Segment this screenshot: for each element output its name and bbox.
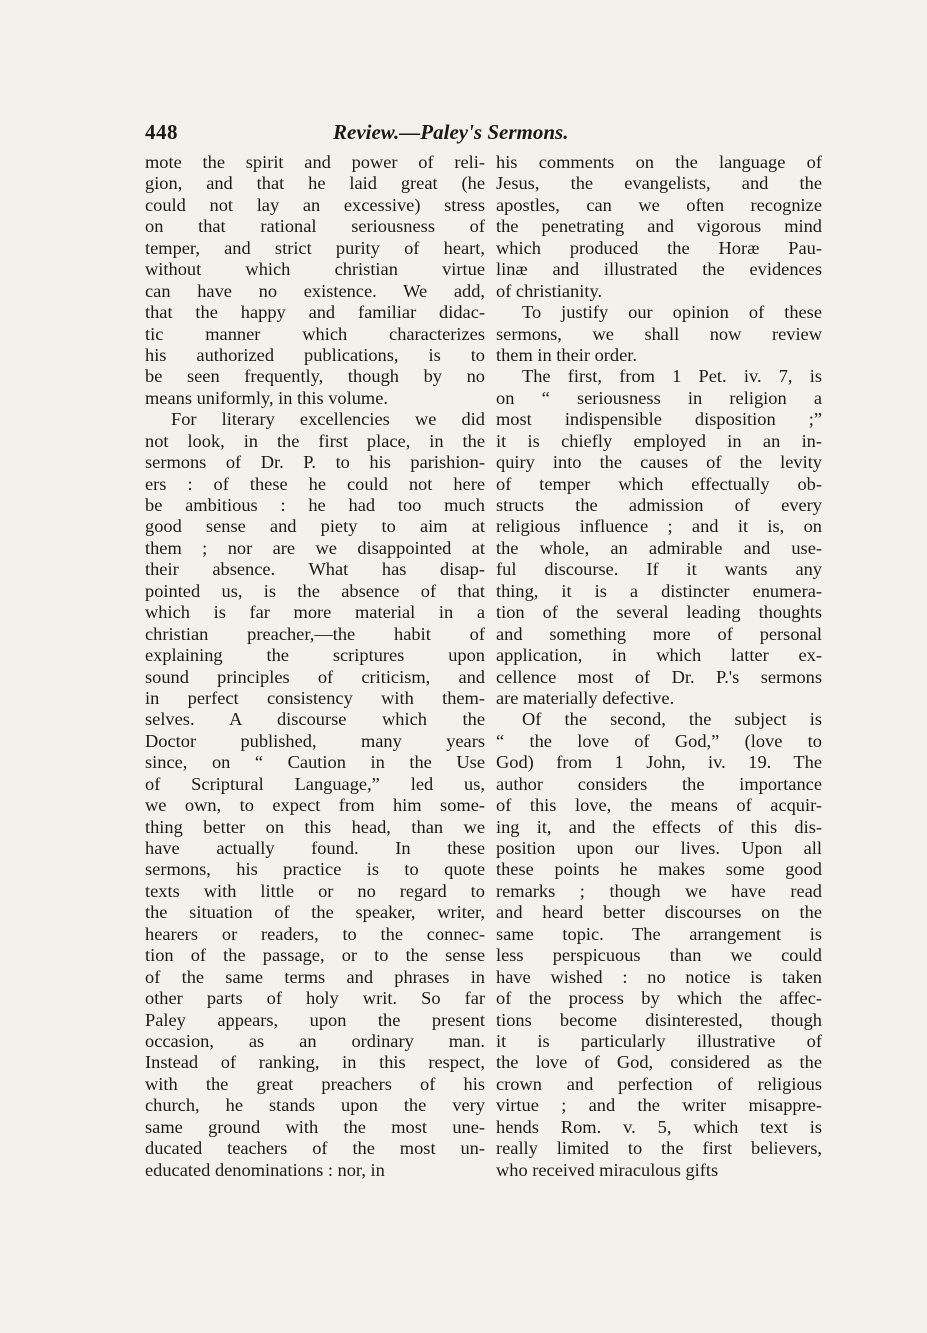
text-line: hends Rom. v. 5, which text is xyxy=(496,1116,822,1137)
text-line: To justify our opinion of these xyxy=(522,302,822,323)
text-line: structs the admission of every xyxy=(496,495,822,515)
text-line: these points he makes some good xyxy=(496,859,822,880)
text-line: linæ and illustrated the evidences xyxy=(496,259,822,280)
text-line: who received miraculous gifts xyxy=(496,1159,719,1180)
text-line: Paley appears, upon the present xyxy=(145,1009,485,1030)
text-line: gion, and that he laid great (he xyxy=(145,173,485,194)
text-line: on “ seriousness in religion a xyxy=(496,387,822,408)
text-line: good sense and piety to aim at xyxy=(145,516,485,537)
text-line: same ground with the most une- xyxy=(145,1116,485,1137)
left-column xyxy=(145,152,485,1181)
text-line: their absence. What has disap- xyxy=(145,559,485,580)
text-line: remarks ; though we have read xyxy=(496,880,822,901)
text-line: church, he stands upon the very xyxy=(145,1095,485,1116)
text-line: the love of God, considered as the xyxy=(496,1052,822,1073)
text-line: on that rational seriousness of xyxy=(145,216,485,237)
text-line: ful discourse. If it wants any xyxy=(496,559,822,580)
text-line: of the process by which the affec- xyxy=(496,988,822,1009)
text-line: are materially defective. xyxy=(496,687,675,708)
text-line: explaining the scriptures upon xyxy=(145,645,485,666)
text-line: Of the second, the subject is xyxy=(522,709,822,730)
text-line: his comments on the language of xyxy=(496,152,822,172)
text-line: tion of the passage, or to the sense xyxy=(145,945,485,966)
text-line: not look, in the first place, in the xyxy=(145,430,485,451)
text-line: “ the love of God,” (love to xyxy=(496,730,822,751)
text-line: be ambitious : he had too much xyxy=(145,495,485,515)
text-line: author considers the importance xyxy=(496,773,822,794)
text-line: be seen frequently, though by no xyxy=(145,366,485,387)
text-line: the penetrating and vigorous mind xyxy=(496,216,822,237)
text-line: have actually found. In these xyxy=(145,838,485,858)
text-line: Jesus, the evangelists, and the xyxy=(496,173,822,194)
text-line: and heard better discourses on the xyxy=(496,902,822,923)
text-line: religious influence ; and it is, on xyxy=(496,516,822,537)
text-line: that the happy and familiar didac- xyxy=(145,302,485,323)
text-line: of Scriptural Language,” led us, xyxy=(145,773,485,794)
text-line: educated denominations : nor, in xyxy=(145,1159,385,1180)
text-line: the situation of the speaker, writer, xyxy=(145,902,485,923)
text-line: position upon our lives. Upon all xyxy=(496,838,822,858)
text-line: occasion, as an ordinary man. xyxy=(145,1030,485,1051)
text-line: Instead of ranking, in this respect, xyxy=(145,1052,485,1073)
text-line: them ; nor are we disappointed at xyxy=(145,537,485,558)
text-line: ers : of these he could not here xyxy=(145,473,485,494)
text-line: ing it, and the effects of this dis- xyxy=(496,816,822,837)
page-header xyxy=(145,114,825,148)
text-line: sermons of Dr. P. to his parishion- xyxy=(145,452,485,473)
running-head: Review.—Paley's Sermons. xyxy=(333,120,569,144)
text-line: his authorized publications, is to xyxy=(145,344,485,365)
text-line: the whole, an admirable and use- xyxy=(496,537,822,558)
text-line: temper, and strict purity of heart, xyxy=(145,237,485,258)
text-line: which produced the Horæ Pau- xyxy=(496,237,822,258)
text-line: have wished : no notice is taken xyxy=(496,966,822,987)
text-line: of the same terms and phrases in xyxy=(145,966,485,987)
text-line: really limited to the first believers, xyxy=(496,1138,822,1159)
text-line: God) from 1 John, iv. 19. The xyxy=(496,752,822,773)
text-line: means uniformly, in this volume. xyxy=(145,387,388,408)
text-line: pointed us, is the absence of that xyxy=(145,580,485,601)
text-line: thing, it is a distincter enumera- xyxy=(496,580,822,601)
text-line: sermons, his practice is to quote xyxy=(145,859,485,880)
text-line: thing better on this head, than we xyxy=(145,816,485,837)
text-line: same topic. The arrangement is xyxy=(496,923,822,944)
text-line: can have no existence. We add, xyxy=(145,280,485,301)
text-line: other parts of holy writ. So far xyxy=(145,988,485,1009)
text-line: christian preacher,—the habit of xyxy=(145,623,485,644)
text-line: them in their order. xyxy=(496,344,637,365)
text-line: tions become disinterested, though xyxy=(496,1009,822,1030)
text-line: apostles, can we often recognize xyxy=(496,194,822,215)
text-line: sermons, we shall now review xyxy=(496,323,822,344)
text-line: selves. A discourse which the xyxy=(145,709,485,730)
text-line: we own, to expect from him some- xyxy=(145,795,485,816)
text-line: cellence most of Dr. P.'s sermons xyxy=(496,666,822,687)
text-line: crown and perfection of religious xyxy=(496,1073,822,1094)
text-line: mote the spirit and power of reli- xyxy=(145,152,485,172)
text-line: sound principles of criticism, and xyxy=(145,666,485,687)
text-line: tic manner which characterizes xyxy=(145,323,485,344)
text-line: of christianity. xyxy=(496,280,603,301)
text-line: in perfect consistency with them- xyxy=(145,687,485,708)
text-line: since, on “ Caution in the Use xyxy=(145,752,485,773)
text-line: most indispensible disposition ;” xyxy=(496,409,822,430)
text-line: Doctor published, many years xyxy=(145,730,485,751)
text-line: hearers or readers, to the connec- xyxy=(145,923,485,944)
text-line: texts with little or no regard to xyxy=(145,880,485,901)
text-line: which is far more material in a xyxy=(145,602,485,623)
text-line: of temper which effectually ob- xyxy=(496,473,822,494)
text-line: application, in which latter ex- xyxy=(496,645,822,666)
text-line: it is chiefly employed in an in- xyxy=(496,430,822,451)
text-line: The first, from 1 Pet. iv. 7, is xyxy=(522,366,822,387)
right-column xyxy=(496,152,822,1181)
text-line: could not lay an excessive) stress xyxy=(145,194,485,215)
text-line: ducated teachers of the most un- xyxy=(145,1138,485,1159)
text-line: without which christian virtue xyxy=(145,259,485,280)
text-line: with the great preachers of his xyxy=(145,1073,485,1094)
text-line: it is particularly illustrative of xyxy=(496,1030,822,1051)
text-line: and something more of personal xyxy=(496,623,822,644)
text-line: virtue ; and the writer misappre- xyxy=(496,1095,822,1116)
text-line: tion of the several leading thoughts xyxy=(496,602,822,623)
text-line: less perspicuous than we could xyxy=(496,945,822,966)
text-line: For literary excellencies we did xyxy=(171,409,485,430)
text-line: quiry into the causes of the levity xyxy=(496,452,822,473)
text-line: of this love, the means of acquir- xyxy=(496,795,822,816)
page-number: 448 xyxy=(145,120,178,144)
